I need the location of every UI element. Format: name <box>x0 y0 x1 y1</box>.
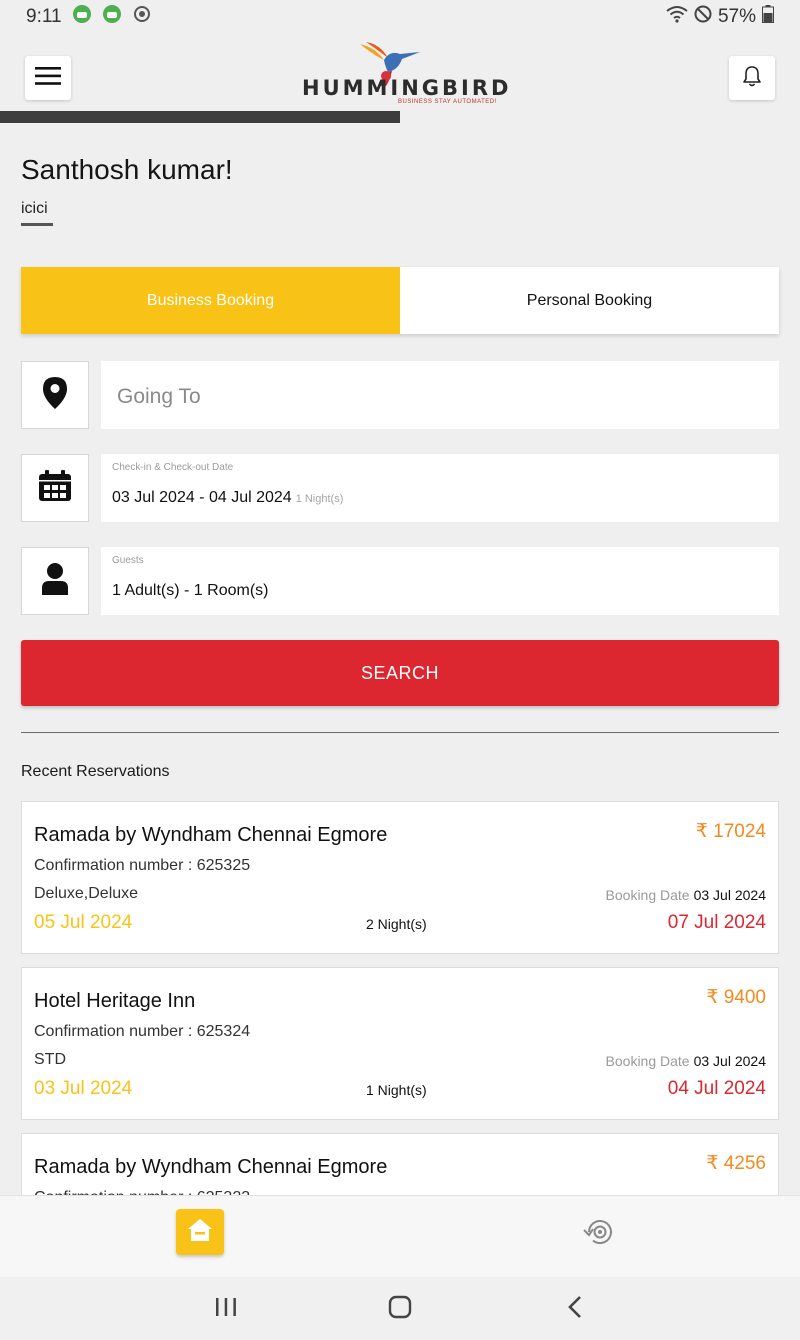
reservation-hotel-name: Ramada by Wyndham Chennai Egmore <box>34 824 388 846</box>
battery-icon <box>762 5 774 29</box>
reservation-hotel-name: Hotel Heritage Inn <box>34 990 196 1012</box>
reservation-card[interactable] <box>21 801 779 954</box>
nav-history-button[interactable] <box>582 1216 618 1252</box>
dates-nights: 1 Night(s) <box>295 493 344 505</box>
reservation-nights: 1 Night(s) <box>366 1082 427 1098</box>
reservation-check-out: 04 Jul 2024 <box>667 1078 766 1099</box>
tab-business-booking[interactable]: Business Booking <box>21 267 400 334</box>
reservation-confirmation: Confirmation number : 625325 <box>34 857 251 874</box>
booking-date-value: 03 Jul 2024 <box>693 887 766 903</box>
dates-value: 03 Jul 2024 - 04 Jul 2024 <box>112 489 292 506</box>
destination-placeholder: Going To <box>117 385 201 408</box>
android-notification-icon <box>102 4 122 30</box>
battery-percent: 57% <box>717 6 756 27</box>
hummingbird-logo <box>300 40 512 112</box>
dates-label: Check-in & Check-out Date <box>112 462 234 473</box>
header-progress-bar <box>0 111 400 123</box>
person-icon <box>41 562 69 601</box>
menu-button[interactable] <box>25 56 71 100</box>
recent-apps-button[interactable] <box>210 1293 242 1325</box>
guests-icon-box <box>21 547 89 615</box>
reservation-check-out: 07 Jul 2024 <box>667 912 766 933</box>
reservation-card[interactable] <box>21 967 779 1120</box>
wifi-icon <box>666 5 688 29</box>
nav-home-button[interactable] <box>176 1209 224 1255</box>
booking-type-tabs <box>21 267 779 334</box>
reservation-room-type: STD <box>34 1051 66 1068</box>
guests-label: Guests <box>112 555 144 566</box>
history-icon <box>583 1216 617 1253</box>
dates-icon-box <box>21 454 89 522</box>
reservation-hotel-name: Ramada by Wyndham Chennai Egmore <box>34 1156 388 1178</box>
system-home-icon <box>388 1295 412 1324</box>
reservation-price: ₹ 4256 <box>706 1153 766 1174</box>
recent-reservations-title: Recent Reservations <box>21 763 170 780</box>
status-time: 9:11 <box>26 6 62 27</box>
reservation-price: ₹ 9400 <box>706 987 766 1008</box>
reservation-booking-date <box>606 887 766 903</box>
reservation-check-in: 05 Jul 2024 <box>34 912 133 933</box>
brand-tagline: BUSINESS STAY AUTOMATED! <box>398 99 497 105</box>
system-back-button[interactable] <box>559 1293 591 1325</box>
calendar-icon <box>38 470 72 507</box>
section-divider <box>21 732 779 733</box>
dates-value-row <box>112 489 343 507</box>
reservation-confirmation: Confirmation number : 625324 <box>34 1023 251 1040</box>
dates-field[interactable] <box>101 454 779 522</box>
tab-personal-booking[interactable]: Personal Booking <box>400 267 779 334</box>
guests-value: 1 Adult(s) - 1 Room(s) <box>112 582 269 599</box>
do-not-disturb-icon <box>694 5 712 29</box>
bell-icon <box>742 65 762 92</box>
reservation-booking-date <box>606 1053 766 1069</box>
search-button[interactable]: SEARCH <box>21 640 779 706</box>
location-pin-icon <box>42 376 68 415</box>
recent-apps-icon <box>215 1297 237 1322</box>
booking-date-label: Booking Date <box>605 1053 690 1069</box>
company-underline <box>21 223 53 226</box>
user-name: Santhosh kumar! <box>21 154 233 185</box>
status-bar <box>0 0 800 34</box>
back-chevron-icon <box>567 1295 583 1324</box>
reservation-nights: 2 Night(s) <box>366 916 427 932</box>
hamburger-menu-icon <box>35 67 61 90</box>
home-icon <box>187 1218 213 1247</box>
system-home-button[interactable] <box>384 1293 416 1325</box>
booking-date-label: Booking Date <box>605 887 690 903</box>
company-name: icici <box>21 200 48 217</box>
destination-icon-box <box>21 361 89 429</box>
system-navigation-bar <box>0 1277 800 1340</box>
notifications-button[interactable] <box>729 56 775 100</box>
reservation-room-type: Deluxe,Deluxe <box>34 885 139 902</box>
android-notification-icon <box>72 4 92 30</box>
reservation-price: ₹ 17024 <box>695 821 766 842</box>
destination-input[interactable] <box>101 361 779 429</box>
bottom-navigation <box>0 1195 800 1277</box>
sync-notification-icon <box>132 4 152 30</box>
brand-name: HUMMINGBIRD <box>302 76 512 100</box>
booking-date-value: 03 Jul 2024 <box>693 1053 766 1069</box>
guests-field[interactable] <box>101 547 779 615</box>
reservation-check-in: 03 Jul 2024 <box>34 1078 133 1099</box>
